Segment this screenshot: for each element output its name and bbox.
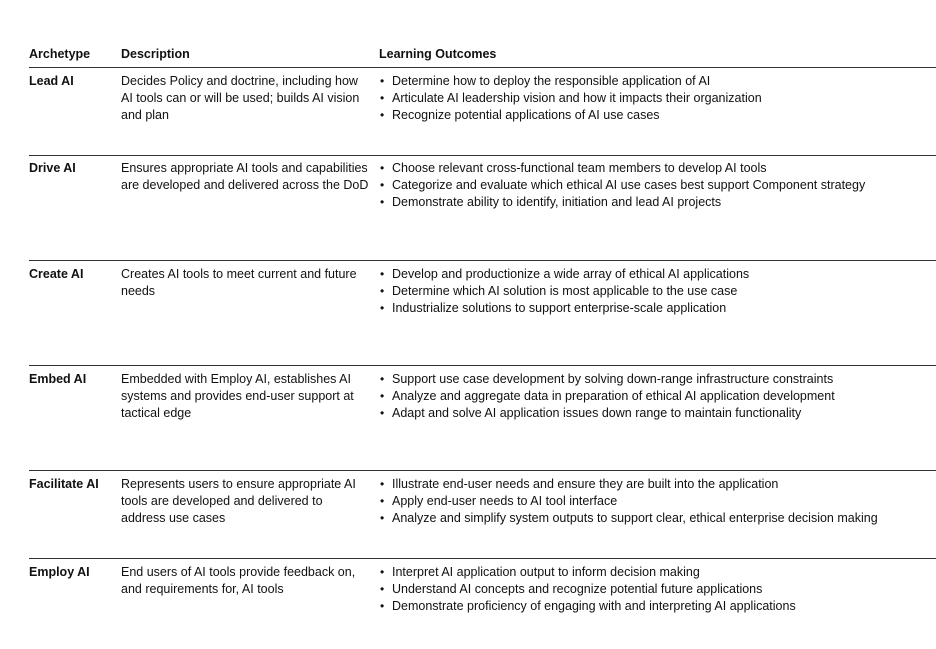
table-row-embed-ai bbox=[29, 371, 936, 471]
learning-outcomes-list bbox=[379, 160, 936, 211]
archetype-cell: Create AI bbox=[29, 267, 84, 281]
description-cell: End users of AI tools provide feedback on, and requirements for, AI tools bbox=[121, 565, 356, 596]
learning-outcome-item: • Interpret AI application output to inform decision making bbox=[379, 564, 936, 581]
table-row-create-ai bbox=[29, 266, 936, 366]
learning-outcome-item: • Illustrate end-user needs and ensure they are built into the application bbox=[379, 476, 936, 493]
learning-outcome-item: • Adapt and solve AI application issues down range to maintain functionality bbox=[379, 405, 936, 422]
learning-outcome-item: • Understand AI concepts and recognize potential future applications bbox=[379, 581, 936, 598]
header-archetype: Archetype bbox=[29, 47, 91, 61]
learning-outcome-item: • Analyze and aggregate data in preparation of ethical AI application development bbox=[379, 388, 936, 405]
learning-outcome-item: • Demonstrate proficiency of engaging with and interpreting AI applications bbox=[379, 598, 936, 615]
table-row-facilitate-ai bbox=[29, 476, 936, 559]
learning-outcome-item: • Categorize and evaluate which ethical AI use cases best support Component strategy bbox=[379, 177, 936, 194]
header-learning-outcomes: Learning Outcomes bbox=[379, 47, 497, 61]
learning-outcome-item: • Determine how to deploy the responsible application of AI bbox=[379, 73, 936, 90]
learning-outcomes-list bbox=[379, 266, 936, 317]
table-row-drive-ai bbox=[29, 160, 936, 261]
table-row-employ-ai bbox=[29, 564, 936, 634]
archetype-cell: Employ AI bbox=[29, 565, 90, 579]
learning-outcomes-list bbox=[379, 564, 936, 615]
description-cell: Ensures appropriate AI tools and capabilities are developed and delivered across the DoD bbox=[121, 161, 369, 192]
learning-outcomes-list bbox=[379, 371, 936, 422]
learning-outcomes-list bbox=[379, 476, 936, 527]
learning-outcome-item: • Demonstrate ability to identify, initiation and lead AI projects bbox=[379, 194, 936, 211]
table-row-lead-ai bbox=[29, 73, 936, 156]
description-cell: Represents users to ensure appropriate AI tools are developed and delivered to address use cases bbox=[121, 477, 356, 525]
table-header bbox=[29, 47, 936, 68]
description-cell: Decides Policy and doctrine, including how AI tools can or will be used; builds AI vision and plan bbox=[121, 74, 360, 122]
learning-outcome-item: • Choose relevant cross-functional team members to develop AI tools bbox=[379, 160, 936, 177]
learning-outcome-item: • Analyze and simplify system outputs to support clear, ethical enterprise decision making bbox=[379, 510, 936, 527]
archetype-cell: Lead AI bbox=[29, 74, 74, 88]
description-cell: Creates AI tools to meet current and future needs bbox=[121, 267, 357, 298]
header-description: Description bbox=[121, 47, 190, 61]
learning-outcome-item: • Support use case development by solving down-range infrastructure constraints bbox=[379, 371, 936, 388]
learning-outcome-item: • Articulate AI leadership vision and how it impacts their organization bbox=[379, 90, 936, 107]
learning-outcomes-list bbox=[379, 73, 936, 124]
learning-outcome-item: • Industrialize solutions to support enterprise-scale application bbox=[379, 300, 936, 317]
learning-outcome-item: • Develop and productionize a wide array of ethical AI applications bbox=[379, 266, 936, 283]
archetype-cell: Drive AI bbox=[29, 161, 76, 175]
archetype-cell: Embed AI bbox=[29, 372, 87, 386]
learning-outcome-item: • Recognize potential applications of AI use cases bbox=[379, 107, 936, 124]
learning-outcome-item: • Determine which AI solution is most applicable to the use case bbox=[379, 283, 936, 300]
learning-outcome-item: • Apply end-user needs to AI tool interface bbox=[379, 493, 936, 510]
description-cell: Embedded with Employ AI, establishes AI systems and provides end-user support at tactical edge bbox=[121, 372, 354, 420]
archetype-cell: Facilitate AI bbox=[29, 477, 99, 491]
